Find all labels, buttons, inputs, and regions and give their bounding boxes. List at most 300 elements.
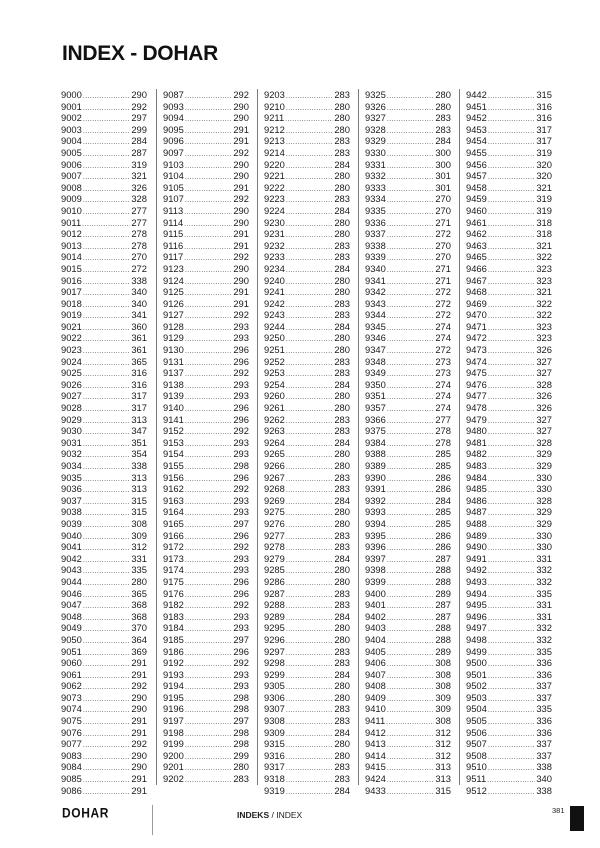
index-entry [61,124,147,136]
article-code: 9199 [163,738,184,750]
dot-leader [83,566,130,576]
dot-leader [185,149,232,159]
dot-leader [488,381,535,391]
dot-leader [286,230,333,240]
dot-leader [83,694,130,704]
page-ref: 338 [131,274,147,286]
dot-leader [286,450,333,460]
page-ref: 283 [334,89,350,100]
article-code: 9499 [466,645,487,657]
article-code: 9075 [61,715,82,727]
article-code: 9289 [264,610,285,622]
dot-leader [488,752,535,762]
page-ref: 292 [233,146,249,158]
article-code: 9402 [365,610,386,622]
page-ref: 329 [536,448,552,460]
dot-leader [286,775,333,785]
article-code: 9493 [466,575,487,587]
page-ref: 337 [536,738,552,750]
article-code: 9298 [264,657,285,669]
dot-leader [185,636,232,646]
dot-leader [286,416,333,426]
article-code: 9482 [466,448,487,460]
page-ref: 283 [334,483,350,495]
page-ref: 291 [131,773,147,785]
index-entry [163,124,249,136]
article-code: 9315 [264,738,285,750]
index-entry [466,761,552,773]
page-ref: 293 [233,448,249,460]
page-ref: 317 [131,390,147,402]
dot-leader [185,752,232,762]
article-code: 9047 [61,599,82,611]
dot-leader [488,392,535,402]
index-entry [163,553,249,565]
page-ref: 286 [435,529,451,541]
dot-leader [488,253,535,263]
article-code: 9471 [466,320,487,332]
page-ref: 280 [334,564,350,576]
index-entry [61,159,147,171]
index-entry [466,448,552,460]
dot-leader [83,358,130,368]
dot-leader [185,265,232,275]
article-code: 9234 [264,262,285,274]
index-entry [466,147,552,159]
page-ref: 330 [536,471,552,483]
article-code: 9002 [61,112,82,124]
page-ref: 296 [233,529,249,541]
footer-section-label [237,810,302,820]
dot-leader [387,404,434,414]
index-entry [61,356,147,368]
article-code: 9288 [264,599,285,611]
page-ref: 270 [435,251,451,263]
article-code: 9473 [466,344,487,356]
page-ref: 298 [233,691,249,703]
page-ref: 320 [536,158,552,170]
article-code: 9165 [163,517,184,529]
index-entry [365,530,451,542]
page-ref: 272 [435,297,451,309]
dot-leader [488,636,535,646]
article-code: 9489 [466,529,487,541]
article-code: 9415 [365,761,386,773]
page-ref: 296 [233,355,249,367]
page-ref: 278 [131,228,147,240]
dot-leader [286,497,333,507]
article-code: 9479 [466,413,487,425]
dot-leader [286,427,333,437]
article-code: 9396 [365,541,386,553]
page-ref: 280 [334,575,350,587]
page-ref: 296 [233,344,249,356]
article-code: 9242 [264,297,285,309]
page-ref: 300 [435,146,451,158]
article-code: 9454 [466,135,487,147]
page-ref: 331 [536,599,552,611]
index-entry [61,599,147,611]
page-ref: 284 [334,262,350,274]
index-entry [365,437,451,449]
index-entry [163,727,249,739]
dot-leader [185,566,232,576]
dot-leader [488,427,535,437]
article-code: 9510 [466,761,487,773]
article-code: 9196 [163,703,184,715]
article-code: 9044 [61,575,82,587]
index-column-1 [61,89,147,796]
dot-leader [387,520,434,530]
index-entry [264,646,350,658]
page-ref: 288 [435,564,451,576]
page-ref: 335 [536,587,552,599]
index-entry [163,495,249,507]
footer-label-separator: / [269,810,277,820]
article-code: 9244 [264,320,285,332]
index-entry [264,205,350,217]
page-ref: 298 [233,460,249,471]
article-code: 9062 [61,680,82,692]
dot-leader [83,520,130,530]
page-ref: 308 [435,715,451,727]
index-entry [264,228,350,240]
index-entry [466,275,552,287]
index-entry [61,321,147,333]
dot-leader [83,369,130,379]
page-ref: 291 [131,784,147,796]
dot-leader [387,392,434,402]
article-code: 9452 [466,112,487,124]
index-entry [163,240,249,252]
index-entry [61,715,147,727]
index-entry [163,217,249,229]
index-entry [466,414,552,426]
page-ref: 285 [435,506,451,518]
article-code: 9009 [61,193,82,205]
index-entry [365,275,451,287]
index-entry [61,657,147,669]
article-code: 9269 [264,494,285,506]
index-entry [264,356,350,368]
article-code: 9342 [365,286,386,298]
page-ref: 291 [233,239,249,251]
index-entry [365,228,451,240]
index-entry [466,738,552,750]
index-entry [264,182,350,194]
index-entry [365,750,451,762]
article-code: 9037 [61,494,82,506]
dot-leader [184,242,232,252]
index-entry [264,240,350,252]
article-code: 9468 [466,286,487,298]
dot-leader [387,103,434,113]
page-ref: 283 [334,425,350,437]
dot-leader [387,137,434,147]
dot-leader [83,659,130,669]
dot-leader [387,787,434,797]
index-entry [163,703,249,715]
article-code: 9467 [466,274,487,286]
index-entry [466,182,552,194]
index-entry [365,356,451,368]
dot-leader [387,508,434,518]
index-entry [365,634,451,646]
page-ref: 292 [233,599,249,611]
page-ref: 274 [435,332,451,344]
index-entry [61,680,147,692]
dot-leader [83,671,130,681]
article-code: 9085 [61,773,82,785]
page-ref: 289 [435,587,451,599]
article-code: 9496 [466,610,487,622]
index-entry [163,147,249,159]
page-ref: 274 [435,320,451,332]
index-entry [61,727,147,739]
index-entry [466,599,552,611]
page-ref: 290 [233,216,249,228]
page-ref: 270 [435,193,451,205]
article-code: 9117 [163,251,184,263]
article-code: 9023 [61,344,82,356]
index-entry [365,182,451,194]
dot-leader [387,381,434,391]
page-ref: 280 [334,123,350,135]
index-entry [264,657,350,669]
article-code: 9203 [264,89,285,100]
dot-leader [83,485,130,495]
index-entry [365,414,451,426]
page-ref: 272 [435,228,451,240]
index-entry [264,669,350,681]
index-entry [264,715,350,727]
article-code: 9173 [163,552,184,564]
dot-leader [387,219,434,229]
dot-leader [387,601,434,611]
index-entry [61,251,147,263]
article-code: 9349 [365,367,386,379]
page-ref: 336 [536,668,552,680]
dot-leader [286,601,333,611]
page-ref: 283 [334,239,350,251]
article-code: 9405 [365,645,386,657]
dot-leader [83,763,130,773]
index-entry [365,379,451,391]
index-entry [264,124,350,136]
article-code: 9156 [163,471,184,483]
index-entry [264,541,350,553]
dot-leader [387,172,434,182]
dot-leader [286,369,333,379]
page-ref: 322 [536,297,552,309]
index-entry [163,483,249,495]
index-entry [264,170,350,182]
page-ref: 280 [334,181,350,193]
article-code: 9251 [264,344,285,356]
article-code: 9476 [466,378,487,390]
dot-leader [286,161,333,171]
index-entry [466,309,552,321]
article-code: 9087 [163,89,184,100]
article-code: 9194 [163,680,184,692]
index-entry [163,773,249,785]
page-ref: 283 [334,135,350,147]
article-code: 9394 [365,517,386,529]
dot-leader [185,416,232,426]
dot-leader [488,404,535,414]
dot-leader [83,508,130,518]
index-entry [61,703,147,715]
index-entry [163,414,249,426]
index-entry [163,321,249,333]
article-code: 9013 [61,239,82,251]
dot-leader [286,346,333,356]
article-code: 9393 [365,506,386,518]
article-code: 9295 [264,622,285,634]
page-ref: 291 [233,228,249,240]
dot-leader [184,230,232,240]
dot-leader [185,392,232,402]
article-code: 9267 [264,471,285,483]
dot-leader [387,485,434,495]
index-entry [61,390,147,402]
article-code: 9114 [163,216,184,228]
page-ref: 301 [435,170,451,182]
article-code: 9410 [365,703,386,715]
article-code: 9317 [264,761,285,773]
dot-leader [286,624,333,634]
page-ref: 315 [131,506,147,518]
index-entry [163,228,249,240]
index-entry [163,715,249,727]
article-code: 9153 [163,436,184,448]
article-code: 9036 [61,483,82,495]
article-code: 9472 [466,332,487,344]
index-entry [61,286,147,298]
article-code: 9331 [365,158,386,170]
page-ref: 283 [334,715,350,727]
index-entry [61,773,147,785]
page-ref: 328 [131,193,147,205]
index-column-2 [163,89,249,785]
index-entry [466,692,552,704]
article-code: 9457 [466,170,487,182]
dot-leader [185,485,232,495]
index-entry [163,182,249,194]
page-ref: 286 [435,541,451,553]
dot-leader [286,277,333,287]
dot-leader [83,752,130,762]
page-ref: 320 [536,170,552,182]
dot-leader [488,288,535,298]
dot-leader [286,566,333,576]
index-entry [61,518,147,530]
dot-leader [387,358,434,368]
index-entry [163,356,249,368]
page-ref: 284 [435,494,451,506]
index-entry [365,483,451,495]
column-divider [257,89,258,785]
dot-leader [83,474,130,484]
dot-leader [83,230,130,240]
dot-leader [286,729,333,739]
index-entry [365,518,451,530]
dot-leader [488,508,535,518]
index-entry [466,425,552,437]
article-code: 9336 [365,216,386,228]
page-ref: 277 [131,216,147,228]
page-ref: 316 [131,367,147,379]
article-code: 9491 [466,552,487,564]
article-code: 9073 [61,691,82,703]
article-code: 9140 [163,402,184,414]
page-ref: 284 [334,378,350,390]
dot-leader [286,671,333,681]
article-code: 9366 [365,413,386,425]
dot-leader [286,508,333,518]
dot-leader [488,717,535,727]
article-code: 9250 [264,332,285,344]
index-entry [61,367,147,379]
page-ref: 290 [131,703,147,715]
page-ref: 293 [233,552,249,564]
index-entry [365,390,451,402]
article-code: 9107 [163,193,184,205]
dot-leader [286,103,333,113]
page-ref: 321 [131,170,147,182]
article-code: 9329 [365,135,386,147]
index-columns [61,89,552,796]
dot-leader [387,694,434,704]
dot-leader [488,91,535,101]
page-ref: 284 [334,552,350,564]
index-entry [264,390,350,402]
page-ref: 331 [536,610,552,622]
article-code: 9166 [163,529,184,541]
index-entry [61,483,147,495]
index-entry [61,112,147,124]
article-code: 9230 [264,216,285,228]
page-ref: 332 [536,633,552,645]
page-ref: 292 [233,89,249,100]
article-code: 9459 [466,193,487,205]
dot-leader [83,114,130,124]
article-code: 9095 [163,123,184,135]
dot-leader [387,126,434,136]
dot-leader [83,450,130,460]
dot-leader [286,462,333,472]
page-ref: 332 [536,575,552,587]
article-code: 9097 [163,146,184,158]
index-entry [61,425,147,437]
article-code: 9384 [365,436,386,448]
dot-leader [387,242,434,252]
article-code: 9333 [365,181,386,193]
article-code: 9164 [163,506,184,518]
index-entry [163,448,249,460]
index-entry [61,344,147,356]
dot-leader [185,694,232,704]
index-entry [61,89,147,101]
index-entry [163,298,249,310]
article-code: 9154 [163,448,184,460]
index-entry [466,112,552,124]
page-ref: 283 [334,541,350,553]
dot-leader [488,694,535,704]
page-ref: 280 [334,738,350,750]
index-entry [163,437,249,449]
dot-leader [488,265,535,275]
